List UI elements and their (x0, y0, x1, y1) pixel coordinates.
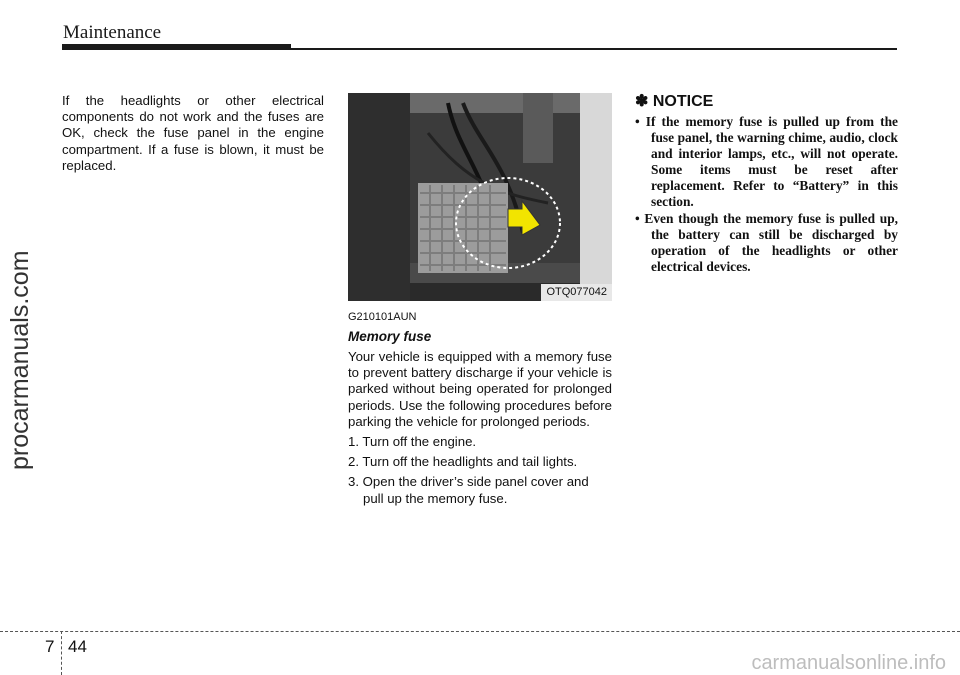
header-rule-thick (62, 44, 291, 50)
notice-item: • If the memory fuse is pulled up from the fuse panel, the warning chime, audio, clock and interior lamps, etc., will not operate. Some items must be reset after replacement. Refer to “Battery” in this section. (635, 114, 898, 209)
footer-watermark: carmanualsonline.info (751, 652, 946, 674)
side-watermark: procarmanuals.com (6, 250, 34, 470)
notice-title: ✽ NOTICE (635, 93, 714, 110)
notice-item: • Even though the memory fuse is pulled up, the battery can still be discharged by operation of the headlights or other electrical devices. (635, 211, 898, 274)
page-header-title: Maintenance (63, 22, 162, 43)
page-number: 44 (68, 637, 87, 656)
step-item: 1. Turn off the engine. (348, 434, 477, 450)
step-item: 3. Open the driver’s side panel cover and pull up the memory fuse. (348, 474, 589, 506)
step-item: 2. Turn off the headlights and tail lights. (348, 454, 578, 470)
chapter-number: 7 (45, 637, 55, 656)
photo-caption: OTQ077042 (541, 284, 612, 301)
middle-column (348, 93, 612, 507)
intro-paragraph: If the headlights or other electrical components do not work and the fuses are OK, check the fuse panel in the engine compartment. If a fuse is blown, it must be replaced. (62, 93, 324, 173)
left-column (62, 93, 324, 174)
footer-dashed-rule (0, 631, 960, 632)
fuse-panel-illustration (348, 93, 612, 301)
footer-dashed-divider (61, 631, 62, 675)
section-code: G210101AUN (348, 311, 417, 323)
header-rule-thin (291, 48, 897, 50)
memory-fuse-paragraph: Your vehicle is equipped with a memory fuse to prevent battery discharge if your vehicle is parked without being operated for prolonged periods. Use the following procedures before parking the vehicle for prolonged periods. (348, 349, 612, 429)
notice-list (635, 114, 898, 275)
notice-column (635, 93, 898, 276)
fuse-panel-photo (348, 93, 612, 301)
section-subheading: Memory fuse (348, 329, 432, 344)
